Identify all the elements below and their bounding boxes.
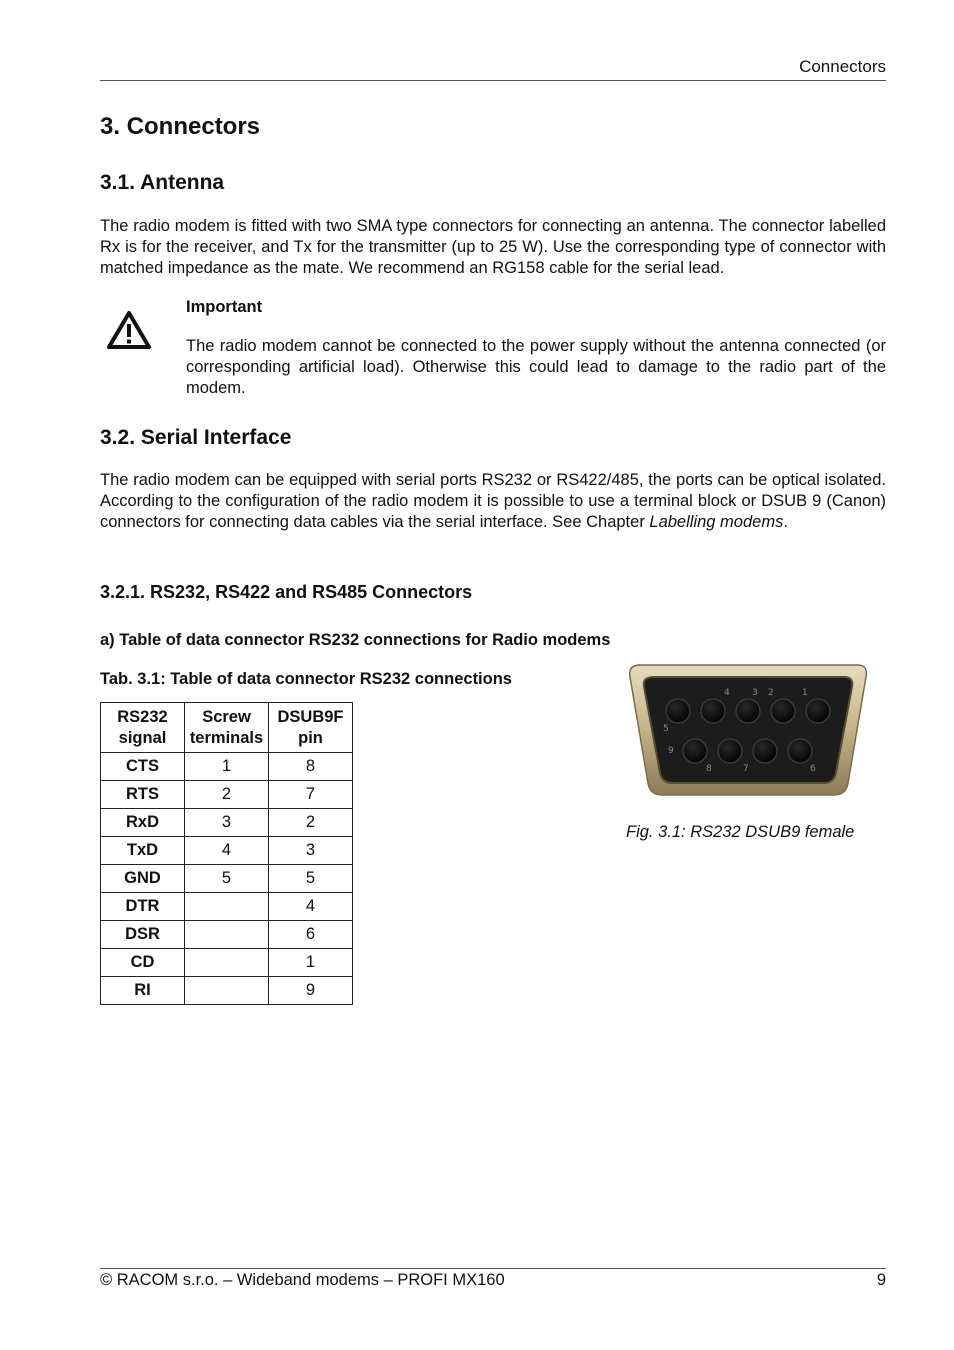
cell-signal: CD xyxy=(101,949,185,977)
cell-screw: 2 xyxy=(185,781,269,809)
important-title: Important xyxy=(186,298,263,316)
table-a-title: a) Table of data connector RS232 connections for Radio modems xyxy=(100,631,611,649)
cell-signal: DTR xyxy=(101,893,185,921)
cell-signal: RTS xyxy=(101,781,185,809)
header-signal: RS232 signal xyxy=(101,703,185,753)
rs232-table xyxy=(100,702,353,1005)
page-footer xyxy=(100,1268,886,1292)
figure-caption: Fig. 3.1: RS232 DSUB9 female xyxy=(626,823,855,841)
section-serial-title: 3.2. Serial Interface xyxy=(100,426,292,449)
footer-copyright: © RACOM s.r.o. – Wideband modems – PROFI MX160 xyxy=(100,1271,505,1289)
table-header-row xyxy=(101,703,353,753)
table-row xyxy=(101,781,353,809)
chapter-title: 3. Connectors xyxy=(100,113,261,140)
important-note xyxy=(100,296,886,406)
header-dsub9f-pin: DSUB9F pin xyxy=(269,703,353,753)
section-antenna-title: 3.1. Antenna xyxy=(100,171,225,194)
cell-screw xyxy=(185,949,269,977)
table-row xyxy=(101,837,353,865)
cell-screw: 1 xyxy=(185,753,269,781)
cell-signal: CTS xyxy=(101,753,185,781)
pin-label: 3 xyxy=(752,688,758,698)
cell-screw: 3 xyxy=(185,809,269,837)
cell-signal: DSR xyxy=(101,921,185,949)
dsub9-female-photo xyxy=(626,655,870,801)
serial-text: The radio modem can be equipped with serial ports RS232 or RS422/485, the ports can be optical isolated. According to the configuration of the radio modem it is possible to use a terminal block or DSUB 9 (Canon) connectors for connecting data cables via the serial interface. See Chapter xyxy=(100,471,886,531)
cell-screw xyxy=(185,921,269,949)
subsection-rs-title: 3.2.1. RS232, RS422 and RS485 Connectors xyxy=(100,582,473,602)
pin-label: 6 xyxy=(810,764,816,774)
table-row xyxy=(101,977,353,1005)
pin-label: 2 xyxy=(768,688,774,698)
cell-signal: GND xyxy=(101,865,185,893)
cell-pin: 7 xyxy=(269,781,353,809)
pin-label: 1 xyxy=(802,688,808,698)
cell-screw xyxy=(185,893,269,921)
pin-label: 5 xyxy=(663,724,669,734)
table-caption: Tab. 3.1: Table of data connector RS232 connections xyxy=(100,670,512,688)
cell-screw xyxy=(185,977,269,1005)
page-header xyxy=(100,56,886,81)
cell-pin: 3 xyxy=(269,837,353,865)
cell-screw: 4 xyxy=(185,837,269,865)
pin-label: 7 xyxy=(743,764,749,774)
serial-text-end: . xyxy=(783,513,788,531)
cell-signal: RxD xyxy=(101,809,185,837)
pin-label: 4 xyxy=(724,688,730,698)
table-row xyxy=(101,949,353,977)
cell-pin: 8 xyxy=(269,753,353,781)
cell-pin: 9 xyxy=(269,977,353,1005)
pin-label: 9 xyxy=(668,746,674,756)
cell-signal: RI xyxy=(101,977,185,1005)
table-row xyxy=(101,753,353,781)
table-row xyxy=(101,865,353,893)
cell-pin: 4 xyxy=(269,893,353,921)
cell-pin: 1 xyxy=(269,949,353,977)
important-text: The radio modem cannot be connected to the power supply without the antenna connected (or corresponding artificial load). Otherwise this could lead to damage to the radio part of the modem. xyxy=(186,337,886,397)
cell-pin: 2 xyxy=(269,809,353,837)
warning-triangle-icon xyxy=(106,310,152,350)
pin-label: 8 xyxy=(706,764,712,774)
cell-signal: TxD xyxy=(101,837,185,865)
serial-paragraph xyxy=(100,470,886,533)
cell-pin: 5 xyxy=(269,865,353,893)
table-row xyxy=(101,893,353,921)
cell-screw: 5 xyxy=(185,865,269,893)
antenna-paragraph: The radio modem is fitted with two SMA type connectors for connecting an antenna. The connector labelled Rx is for the receiver, and Tx for the transmitter (up to 25 W). Use the corresponding type of connector with matched impedance as the mate. We recommend an RG158 cable for the serial lead. xyxy=(100,217,886,277)
cell-pin: 6 xyxy=(269,921,353,949)
running-title: Connectors xyxy=(799,57,886,76)
labelling-modems-link[interactable]: Labelling modems xyxy=(649,513,784,531)
table-row xyxy=(101,921,353,949)
page-number: 9 xyxy=(876,1271,886,1289)
table-row xyxy=(101,809,353,837)
header-screw-terminals: Screw terminals xyxy=(185,703,269,753)
